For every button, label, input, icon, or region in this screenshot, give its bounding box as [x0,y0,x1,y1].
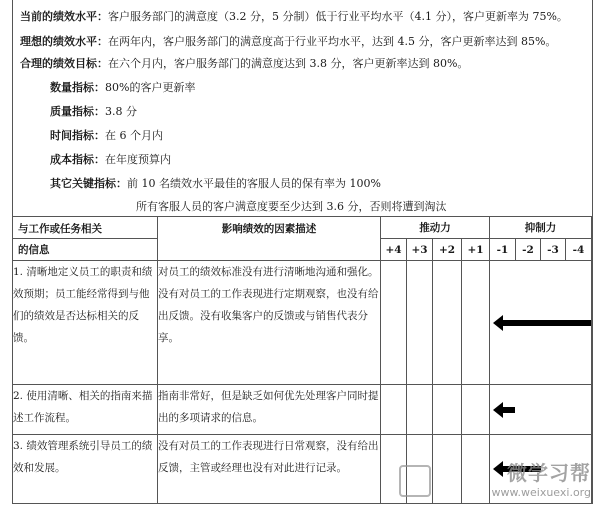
watermark-title: 微学习帮 [507,461,591,485]
watermark-url: www.weixuexi.org [491,486,591,499]
indicator-value: 在年度预算内 [105,153,171,166]
scale-minus-4: -4 [566,239,592,261]
header-driving-forces: 推动力 [381,217,490,239]
indicator-label: 成本指标： [50,153,105,166]
current-performance-label: 当前的绩效水平： [20,10,108,23]
watermark-logo-icon [399,465,431,497]
scale-minus-3: -3 [541,239,566,261]
restraining-force-arrow [502,320,591,326]
performance-goal-line [20,57,468,70]
scale-plus-1: +1 [462,239,490,261]
force-cell [490,261,592,385]
indicator-time [50,129,163,142]
indicator-label: 质量指标： [50,105,105,118]
indicator-value: 3.8 分 [105,105,137,118]
scale-plus-4: +4 [381,239,407,261]
indicator-label: 时间指标： [50,129,105,142]
row-info: 1. 清晰地定义员工的职责和绩效预期；员工能经常得到与他们的绩效是否达标相关的反馈。 [13,261,158,385]
header-info-line2: 的信息 [13,239,158,261]
indicator-cost [50,153,171,166]
restraining-force-arrow [502,407,515,413]
indicator-label: 数量指标： [50,81,105,94]
ideal-performance-text: 在两年内，客户服务部门的满意度高于行业平均水平，达到 4.5 分，客户更新率达到 85%。 [108,35,557,48]
ideal-performance-line [20,35,556,48]
row-factor: 没有对员工的工作表现进行日常观察，没有给出反馈，主管或经理也没有对此进行记录。 [158,435,381,504]
indicator-label: 其它关键指标： [50,177,127,190]
indicator-other [50,177,381,190]
indicator-value: 在 6 个月内 [105,129,163,142]
indicator-quality [50,105,137,118]
row-factor: 指南非常好，但是缺乏如何优先处理客户同时提出的多项请求的信息。 [158,385,381,435]
performance-goal-text: 在六个月内，客户服务部门的满意度达到 3.8 分，客户更新率达到 80%。 [108,57,469,70]
header-restraining-forces: 抑制力 [490,217,592,239]
scale-minus-1: -1 [490,239,516,261]
current-performance-text: 客户服务部门的满意度（3.2 分，5 分制）低于行业平均水平（4.1 分），客户更新率为 75%。 [108,10,568,23]
scale-plus-2: +2 [433,239,462,261]
row-info: 2. 使用清晰、相关的指南来描述工作流程。 [13,385,158,435]
indicator-value: 80%的客户更新率 [105,81,196,94]
force-cell [490,385,592,435]
header-info-line1: 与工作或任务相关 [13,217,158,239]
extra-requirement: 所有客服人员的客户满意度要至少达到 3.6 分，否则将遭到淘汰 [136,200,447,213]
scale-minus-2: -2 [516,239,541,261]
current-performance-line [20,10,568,23]
row-info: 3. 绩效管理系统引导员工的绩效和发展。 [13,435,158,504]
ideal-performance-label: 理想的绩效水平： [20,35,108,48]
table-row [13,385,592,435]
row-factor: 对员工的绩效标准没有进行清晰地沟通和强化。没有对员工的工作表现进行定期观察，也没有给出反馈。没有收集客户的反馈或与销售代表分享。 [158,261,381,385]
indicator-value: 前 10 名绩效水平最佳的客服人员的保有率为 100% [127,177,381,190]
watermark [492,457,591,499]
scale-plus-3: +3 [407,239,433,261]
performance-goal-label: 合理的绩效目标： [20,57,108,70]
header-factor: 影响绩效的因素描述 [158,217,381,261]
indicator-quantity [50,81,195,94]
table-row [13,261,592,385]
